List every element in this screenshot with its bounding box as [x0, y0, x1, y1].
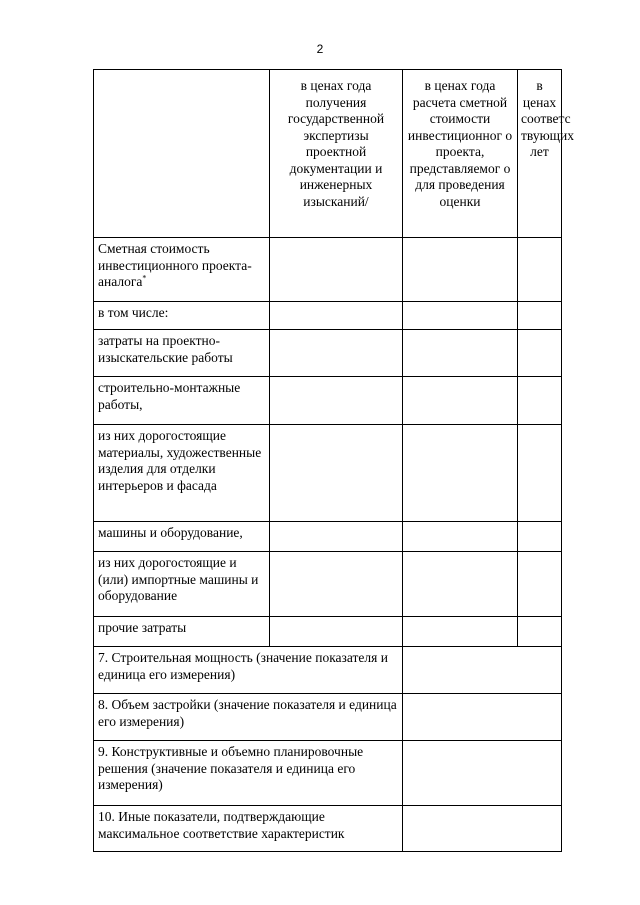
indicator-row — [94, 694, 562, 741]
value-cell — [270, 522, 403, 552]
value-cell — [270, 330, 403, 377]
row-label-text: Сметная стоимость инвестиционного проекта-аналога — [98, 241, 252, 289]
value-cell — [403, 377, 518, 425]
header-row — [94, 70, 562, 238]
table-row — [94, 238, 562, 302]
value-cell — [518, 238, 562, 302]
cost-table — [93, 69, 575, 852]
value-cell — [518, 302, 562, 330]
table-row — [94, 330, 562, 377]
footnote-mark: * — [142, 273, 147, 283]
value-cell — [518, 330, 562, 377]
value-cell — [270, 377, 403, 425]
header-cell-estimate-year-prices: в ценах года расчета сметной стоимости инвестиционног о проекта, представляемог о для проведения оценки — [403, 70, 518, 238]
value-cell — [270, 552, 403, 617]
indicator-label: 8. Объем застройки (значение показателя и единица его измерения) — [94, 694, 403, 741]
row-label: в том числе: — [94, 302, 270, 330]
row-label: прочие затраты — [94, 617, 270, 647]
value-cell — [403, 302, 518, 330]
indicator-value-cell — [403, 694, 562, 741]
table-row — [94, 522, 562, 552]
indicator-row — [94, 741, 562, 806]
table-row — [94, 302, 562, 330]
table-row — [94, 425, 562, 522]
indicator-value-cell — [403, 647, 562, 694]
row-label: затраты на проектно-изыскательские работы — [94, 330, 270, 377]
indicator-value-cell — [403, 806, 562, 852]
table-row — [94, 377, 562, 425]
indicator-label: 7. Строительная мощность (значение показателя и единица его измерения) — [94, 647, 403, 694]
value-cell — [518, 552, 562, 617]
page-number: 2 — [316, 42, 324, 56]
value-cell — [403, 552, 518, 617]
value-cell — [403, 425, 518, 522]
row-label: строительно-монтажные работы, — [94, 377, 270, 425]
row-label: из них дорогостоящие материалы, художественные изделия для отделки интерьеров и фасада — [94, 425, 270, 522]
header-cell-expertise-year-prices: в ценах года получения государственной экспертизы проектной документации и инженерных изысканий/ — [270, 70, 403, 238]
indicator-value-cell — [403, 741, 562, 806]
value-cell — [270, 617, 403, 647]
row-label: машины и оборудование, — [94, 522, 270, 552]
row-label: из них дорогостоящие и (или) импортные машины и оборудование — [94, 552, 270, 617]
indicator-row — [94, 806, 562, 852]
value-cell — [518, 522, 562, 552]
value-cell — [270, 302, 403, 330]
value-cell — [518, 617, 562, 647]
value-cell — [270, 238, 403, 302]
value-cell — [518, 377, 562, 425]
table-row — [94, 617, 562, 647]
value-cell — [403, 330, 518, 377]
value-cell — [270, 425, 403, 522]
header-cell-empty — [94, 70, 270, 238]
indicator-label: 9. Конструктивные и объемно планировочные решения (значение показателя и единица его измерения) — [94, 741, 403, 806]
indicator-label: 10. Иные показатели, подтверждающие максимальное соответствие характеристик — [94, 806, 403, 852]
value-cell — [518, 425, 562, 522]
indicator-row — [94, 647, 562, 694]
row-label — [94, 238, 270, 302]
value-cell — [403, 522, 518, 552]
value-cell — [403, 617, 518, 647]
header-cell-respective-years-prices: в ценах соответс твующих лет — [518, 70, 562, 238]
value-cell — [403, 238, 518, 302]
table-row — [94, 552, 562, 617]
